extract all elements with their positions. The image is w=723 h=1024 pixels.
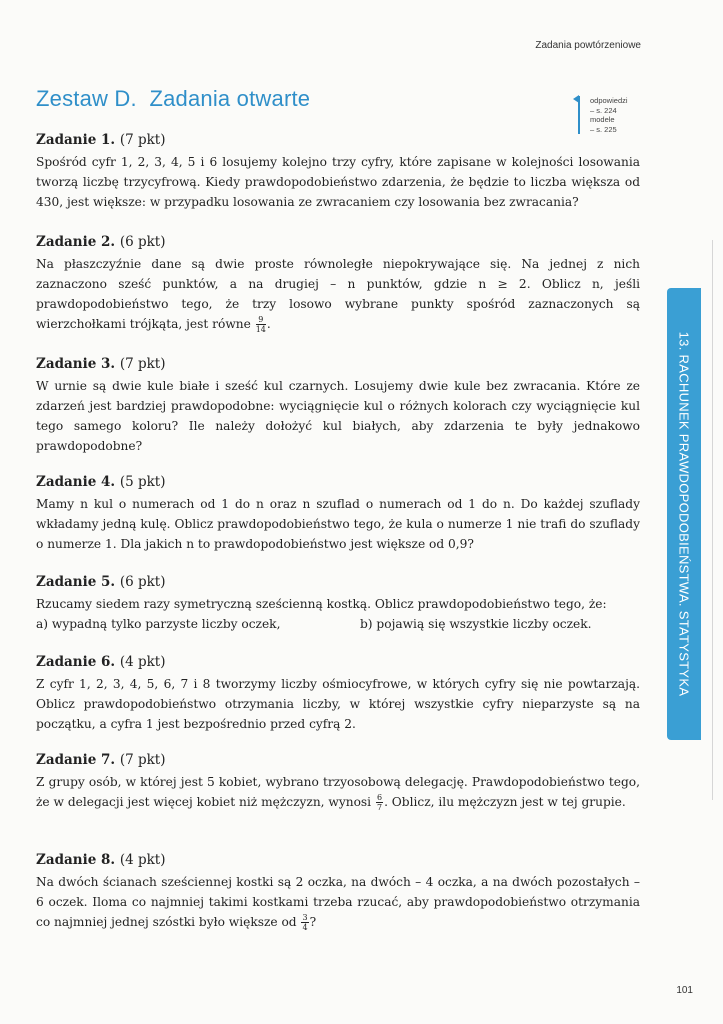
task-text-part: . Oblicz, ilu mężczyzn jest w tej grupie. bbox=[384, 795, 626, 809]
task-name: Zadanie 1. bbox=[36, 132, 116, 148]
answers-ref-line: modele bbox=[590, 115, 615, 124]
title-text: Zadania otwarte bbox=[149, 86, 311, 111]
page-edge-divider bbox=[712, 240, 713, 800]
task-points: (6 pkt) bbox=[119, 574, 166, 590]
task-text-part: . bbox=[266, 317, 271, 331]
task-8 bbox=[36, 852, 640, 932]
task-2 bbox=[36, 234, 640, 334]
task-heading bbox=[36, 356, 640, 372]
fraction-numerator: 6 bbox=[376, 793, 383, 802]
task-heading bbox=[36, 132, 640, 148]
title-label: Zestaw D. bbox=[36, 86, 137, 111]
task-1 bbox=[36, 132, 640, 212]
task-text: W urnie są dwie kule białe i sześć kul czarnych. Losujemy dwie kule bez zwracania. Które ze zdarzeń jest bardziej prawdopodobne: wyciągnięcie kul o różnych kolorach czy wyciągnięcie kul tego samego koloru? Ile należy dołożyć kul białych, aby zdarzenia te były jednakowo prawdopodobne? bbox=[36, 379, 640, 453]
task-text: Mamy n kul o numerach od 1 do n oraz n szuflad o numerach od 1 do n. Do każdej szuflady wkładamy jedną kulę. Oblicz prawdopodobieństwo tego, że kula o numerze 1 nie trafi do szuflady o numerze 1. Dla jakich n to prawdopodobieństwo jest większe od 0,9? bbox=[36, 497, 640, 551]
task-points: (7 pkt) bbox=[119, 132, 166, 148]
page-number: 101 bbox=[676, 985, 693, 996]
task-name: Zadanie 5. bbox=[36, 574, 116, 590]
option-b: b) pojawią się wszystkie liczby oczek. bbox=[360, 617, 592, 631]
chapter-tab-text: 13. RACHUNEK PRAWDOPODOBIEŃSTWA. STATYSTYKA bbox=[676, 331, 692, 697]
task-5 bbox=[36, 574, 640, 634]
task-text-part: ? bbox=[309, 915, 317, 929]
task-points: (4 pkt) bbox=[119, 852, 166, 868]
answers-ref-line: – s. 224 bbox=[590, 105, 617, 115]
task-text bbox=[36, 772, 640, 812]
task-heading bbox=[36, 574, 640, 590]
task-text bbox=[36, 872, 640, 932]
pointer-arrow-icon bbox=[573, 95, 579, 103]
task-name: Zadanie 3. bbox=[36, 356, 116, 372]
task-6 bbox=[36, 654, 640, 734]
task-text-part: Na płaszczyźnie dane są dwie proste równoległe niepokrywające się. Na jednej z nich zaznaczono sześć punktów, a na drugiej – n punktów, gdzie n ≥ 2. Oblicz n, jeśli prawdopodobieństwo tego, że trzy losowo wybrane punkty spośród zaznaczonych są wierzchołkami trójkąta, jest równe bbox=[36, 257, 640, 331]
page-title bbox=[36, 86, 310, 112]
answers-ref-line: – s. 225 bbox=[590, 124, 617, 134]
task-name: Zadanie 7. bbox=[36, 752, 116, 768]
task-options bbox=[36, 614, 640, 634]
answers-reference bbox=[578, 96, 628, 134]
task-heading bbox=[36, 752, 640, 768]
task-name: Zadanie 4. bbox=[36, 474, 116, 490]
task-name: Zadanie 6. bbox=[36, 654, 116, 670]
task-3 bbox=[36, 356, 640, 456]
fraction-denominator: 14 bbox=[255, 325, 266, 334]
fraction bbox=[376, 793, 383, 812]
task-name: Zadanie 8. bbox=[36, 852, 116, 868]
fraction bbox=[301, 913, 308, 932]
task-text: Spośród cyfr 1, 2, 3, 4, 5 i 6 losujemy kolejno trzy cyfry, które zapisane w kolejności losowania tworzą liczbę trzycyfrową. Kiedy prawdopodobieństwo zdarzenia, że będzie to liczba większa od 430, jest większe: w przypadku losowania ze zwracaniem czy losowania bez zwracania? bbox=[36, 155, 640, 209]
task-text-part: Na dwóch ścianach sześciennej kostki są 2 oczka, na dwóch – 4 oczka, a na dwóch pozostałych – 6 oczek. Iloma co najmniej takimi kostkami trzeba rzucać, aby prawdopodobieństwo otrzymania co najmniej jednej szóstki było większe od bbox=[36, 875, 640, 929]
answers-ref-line: odpowiedzi bbox=[590, 96, 628, 105]
task-heading bbox=[36, 234, 640, 250]
task-text bbox=[36, 254, 640, 334]
task-points: (7 pkt) bbox=[119, 752, 166, 768]
fraction-numerator: 3 bbox=[302, 913, 308, 922]
task-points: (4 pkt) bbox=[119, 654, 166, 670]
task-name: Zadanie 2. bbox=[36, 234, 116, 250]
chapter-side-tab bbox=[667, 288, 701, 740]
option-a: a) wypadną tylko parzyste liczby oczek, bbox=[36, 617, 281, 631]
task-text: Z cyfr 1, 2, 3, 4, 5, 6, 7 i 8 tworzymy liczby ośmiocyfrowe, w których cyfry się nie powtarzają. Oblicz prawdopodobieństwo otrzymania liczby, w której wszystkie cyfry nieparzyste są na początku, a cyfra 1 jest bezpośrednio przed cyfrą 2. bbox=[36, 677, 640, 731]
task-heading bbox=[36, 474, 640, 490]
task-text: Rzucamy siedem razy symetryczną sześcienną kostką. Oblicz prawdopodobieństwo tego, że: bbox=[36, 597, 607, 611]
running-header: Zadania powtórzeniowe bbox=[535, 40, 641, 51]
task-7 bbox=[36, 752, 640, 812]
task-points: (6 pkt) bbox=[119, 234, 166, 250]
task-text-part: Z grupy osób, w której jest 5 kobiet, wybrano trzyosobową delegację. Prawdopodobieństwo tego, że w delegacji jest więcej kobiet niż mężczyzn, wynosi bbox=[36, 775, 640, 809]
task-points: (5 pkt) bbox=[119, 474, 166, 490]
task-heading bbox=[36, 852, 640, 868]
fraction-numerator: 9 bbox=[256, 315, 266, 325]
task-4 bbox=[36, 474, 640, 554]
task-points: (7 pkt) bbox=[119, 356, 166, 372]
fraction-denominator: 7 bbox=[376, 803, 383, 812]
fraction-denominator: 4 bbox=[302, 923, 308, 932]
task-heading bbox=[36, 654, 640, 670]
fraction bbox=[256, 315, 266, 334]
